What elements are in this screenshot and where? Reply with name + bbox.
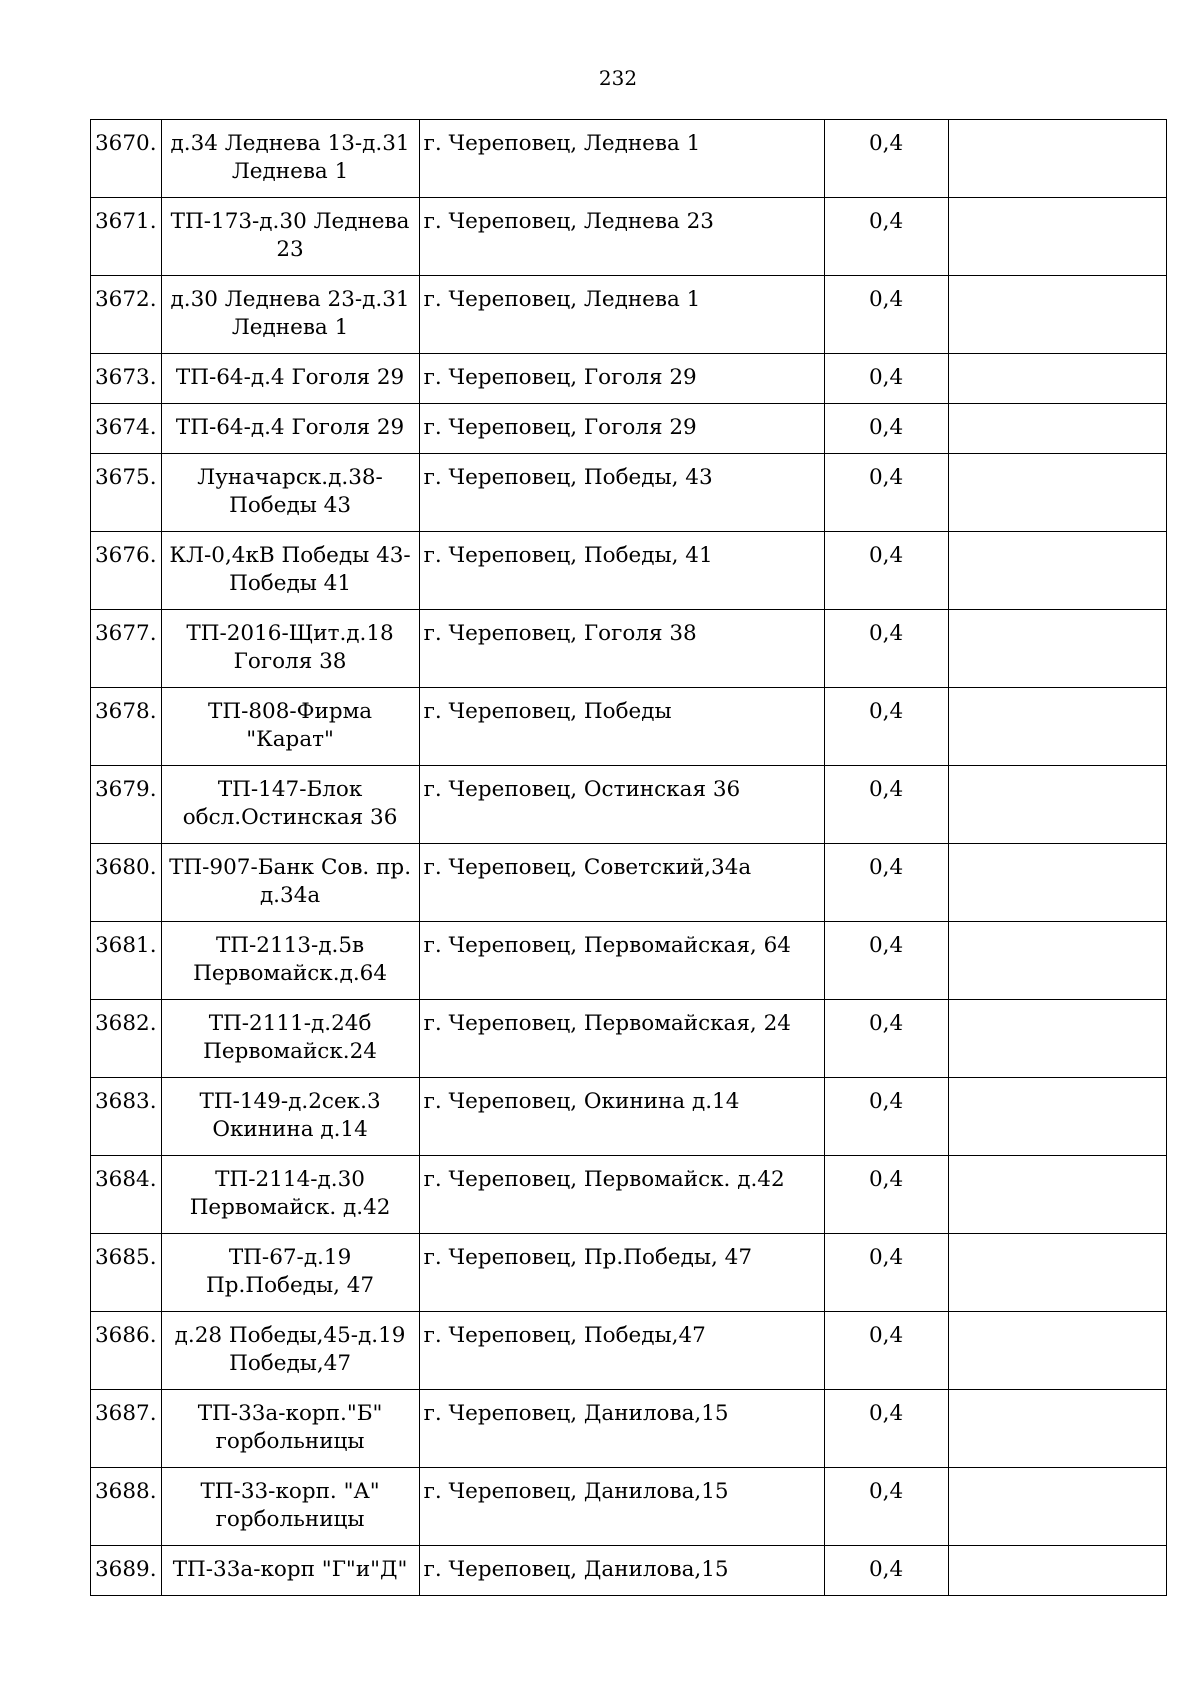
line-name-cell: ТП-147-Блок обсл.Остинская 36 bbox=[161, 766, 419, 844]
address-cell: г. Череповец, Леднева 1 bbox=[419, 120, 824, 198]
line-name-cell: ТП-2111-д.24б Первомайск.24 bbox=[161, 1000, 419, 1078]
table-row bbox=[91, 688, 1167, 766]
note-cell bbox=[948, 532, 1166, 610]
line-name-cell: КЛ-0,4кВ Победы 43-Победы 41 bbox=[161, 532, 419, 610]
line-name-cell: ТП-173-д.30 Леднева 23 bbox=[161, 198, 419, 276]
note-cell bbox=[948, 198, 1166, 276]
voltage-cell: 0,4 bbox=[824, 454, 948, 532]
table-row bbox=[91, 120, 1167, 198]
line-name-cell: ТП-149-д.2сек.3 Окинина д.14 bbox=[161, 1078, 419, 1156]
table-row bbox=[91, 1312, 1167, 1390]
voltage-cell: 0,4 bbox=[824, 844, 948, 922]
row-number-cell: 3674. bbox=[91, 404, 162, 454]
line-name-cell: ТП-808-Фирма "Карат" bbox=[161, 688, 419, 766]
address-cell: г. Череповец, Победы, 41 bbox=[419, 532, 824, 610]
table-row bbox=[91, 1000, 1167, 1078]
note-cell bbox=[948, 610, 1166, 688]
row-number-cell: 3671. bbox=[91, 198, 162, 276]
table-row bbox=[91, 1234, 1167, 1312]
address-cell: г. Череповец, Первомайск. д.42 bbox=[419, 1156, 824, 1234]
row-number-cell: 3680. bbox=[91, 844, 162, 922]
voltage-cell: 0,4 bbox=[824, 1468, 948, 1546]
address-cell: г. Череповец, Окинина д.14 bbox=[419, 1078, 824, 1156]
address-cell: г. Череповец, Данилова,15 bbox=[419, 1546, 824, 1596]
voltage-cell: 0,4 bbox=[824, 1156, 948, 1234]
address-cell: г. Череповец, Остинская 36 bbox=[419, 766, 824, 844]
voltage-cell: 0,4 bbox=[824, 198, 948, 276]
note-cell bbox=[948, 276, 1166, 354]
table-row bbox=[91, 404, 1167, 454]
row-number-cell: 3685. bbox=[91, 1234, 162, 1312]
table-row bbox=[91, 1078, 1167, 1156]
voltage-cell: 0,4 bbox=[824, 610, 948, 688]
voltage-cell: 0,4 bbox=[824, 688, 948, 766]
line-name-cell: ТП-33а-корп "Г"и"Д" bbox=[161, 1546, 419, 1596]
note-cell bbox=[948, 1078, 1166, 1156]
line-name-cell: ТП-33а-корп."Б" горбольницы bbox=[161, 1390, 419, 1468]
voltage-cell: 0,4 bbox=[824, 1234, 948, 1312]
row-number-cell: 3687. bbox=[91, 1390, 162, 1468]
line-name-cell: ТП-33-корп. "А" горбольницы bbox=[161, 1468, 419, 1546]
table-row bbox=[91, 1156, 1167, 1234]
note-cell bbox=[948, 354, 1166, 404]
address-cell: г. Череповец, Пр.Победы, 47 bbox=[419, 1234, 824, 1312]
table-row bbox=[91, 1468, 1167, 1546]
table-row bbox=[91, 844, 1167, 922]
address-cell: г. Череповец, Победы,47 bbox=[419, 1312, 824, 1390]
address-cell: г. Череповец, Первомайская, 24 bbox=[419, 1000, 824, 1078]
row-number-cell: 3675. bbox=[91, 454, 162, 532]
voltage-cell: 0,4 bbox=[824, 1078, 948, 1156]
note-cell bbox=[948, 688, 1166, 766]
note-cell bbox=[948, 1546, 1166, 1596]
row-number-cell: 3679. bbox=[91, 766, 162, 844]
address-cell: г. Череповец, Данилова,15 bbox=[419, 1390, 824, 1468]
voltage-cell: 0,4 bbox=[824, 766, 948, 844]
table-row bbox=[91, 1546, 1167, 1596]
table-row bbox=[91, 766, 1167, 844]
line-name-cell: Луначарск.д.38-Победы 43 bbox=[161, 454, 419, 532]
line-name-cell: ТП-64-д.4 Гоголя 29 bbox=[161, 404, 419, 454]
voltage-cell: 0,4 bbox=[824, 1000, 948, 1078]
voltage-cell: 0,4 bbox=[824, 1546, 948, 1596]
table-row bbox=[91, 610, 1167, 688]
table-row bbox=[91, 454, 1167, 532]
note-cell bbox=[948, 454, 1166, 532]
table-row bbox=[91, 1390, 1167, 1468]
address-cell: г. Череповец, Гоголя 29 bbox=[419, 354, 824, 404]
table-row bbox=[91, 532, 1167, 610]
table-row bbox=[91, 198, 1167, 276]
address-cell: г. Череповец, Первомайская, 64 bbox=[419, 922, 824, 1000]
line-name-cell: д.34 Леднева 13-д.31 Леднева 1 bbox=[161, 120, 419, 198]
address-cell: г. Череповец, Леднева 1 bbox=[419, 276, 824, 354]
note-cell bbox=[948, 1234, 1166, 1312]
address-cell: г. Череповец, Леднева 23 bbox=[419, 198, 824, 276]
address-cell: г. Череповец, Победы bbox=[419, 688, 824, 766]
line-name-cell: ТП-67-д.19 Пр.Победы, 47 bbox=[161, 1234, 419, 1312]
voltage-cell: 0,4 bbox=[824, 276, 948, 354]
row-number-cell: 3688. bbox=[91, 1468, 162, 1546]
line-name-cell: д.30 Леднева 23-д.31 Леднева 1 bbox=[161, 276, 419, 354]
page-number: 232 bbox=[598, 66, 638, 90]
note-cell bbox=[948, 1468, 1166, 1546]
voltage-cell: 0,4 bbox=[824, 404, 948, 454]
row-number-cell: 3673. bbox=[91, 354, 162, 404]
line-name-cell: д.28 Победы,45-д.19 Победы,47 bbox=[161, 1312, 419, 1390]
row-number-cell: 3686. bbox=[91, 1312, 162, 1390]
row-number-cell: 3681. bbox=[91, 922, 162, 1000]
note-cell bbox=[948, 1390, 1166, 1468]
row-number-cell: 3670. bbox=[91, 120, 162, 198]
address-cell: г. Череповец, Данилова,15 bbox=[419, 1468, 824, 1546]
line-name-cell: ТП-2016-Щит.д.18 Гоголя 38 bbox=[161, 610, 419, 688]
voltage-cell: 0,4 bbox=[824, 354, 948, 404]
note-cell bbox=[948, 1156, 1166, 1234]
row-number-cell: 3678. bbox=[91, 688, 162, 766]
table-row bbox=[91, 922, 1167, 1000]
row-number-cell: 3689. bbox=[91, 1546, 162, 1596]
voltage-cell: 0,4 bbox=[824, 120, 948, 198]
table-row bbox=[91, 354, 1167, 404]
note-cell bbox=[948, 766, 1166, 844]
address-cell: г. Череповец, Советский,34а bbox=[419, 844, 824, 922]
objects-table bbox=[90, 119, 1167, 1596]
voltage-cell: 0,4 bbox=[824, 1312, 948, 1390]
row-number-cell: 3676. bbox=[91, 532, 162, 610]
address-cell: г. Череповец, Победы, 43 bbox=[419, 454, 824, 532]
voltage-cell: 0,4 bbox=[824, 532, 948, 610]
voltage-cell: 0,4 bbox=[824, 922, 948, 1000]
table-row bbox=[91, 276, 1167, 354]
row-number-cell: 3683. bbox=[91, 1078, 162, 1156]
row-number-cell: 3684. bbox=[91, 1156, 162, 1234]
note-cell bbox=[948, 404, 1166, 454]
row-number-cell: 3677. bbox=[91, 610, 162, 688]
address-cell: г. Череповец, Гоголя 29 bbox=[419, 404, 824, 454]
voltage-cell: 0,4 bbox=[824, 1390, 948, 1468]
note-cell bbox=[948, 1312, 1166, 1390]
address-cell: г. Череповец, Гоголя 38 bbox=[419, 610, 824, 688]
note-cell bbox=[948, 844, 1166, 922]
row-number-cell: 3672. bbox=[91, 276, 162, 354]
line-name-cell: ТП-2113-д.5в Первомайск.д.64 bbox=[161, 922, 419, 1000]
line-name-cell: ТП-64-д.4 Гоголя 29 bbox=[161, 354, 419, 404]
note-cell bbox=[948, 1000, 1166, 1078]
line-name-cell: ТП-907-Банк Сов. пр. д.34а bbox=[161, 844, 419, 922]
note-cell bbox=[948, 922, 1166, 1000]
line-name-cell: ТП-2114-д.30 Первомайск. д.42 bbox=[161, 1156, 419, 1234]
row-number-cell: 3682. bbox=[91, 1000, 162, 1078]
note-cell bbox=[948, 120, 1166, 198]
